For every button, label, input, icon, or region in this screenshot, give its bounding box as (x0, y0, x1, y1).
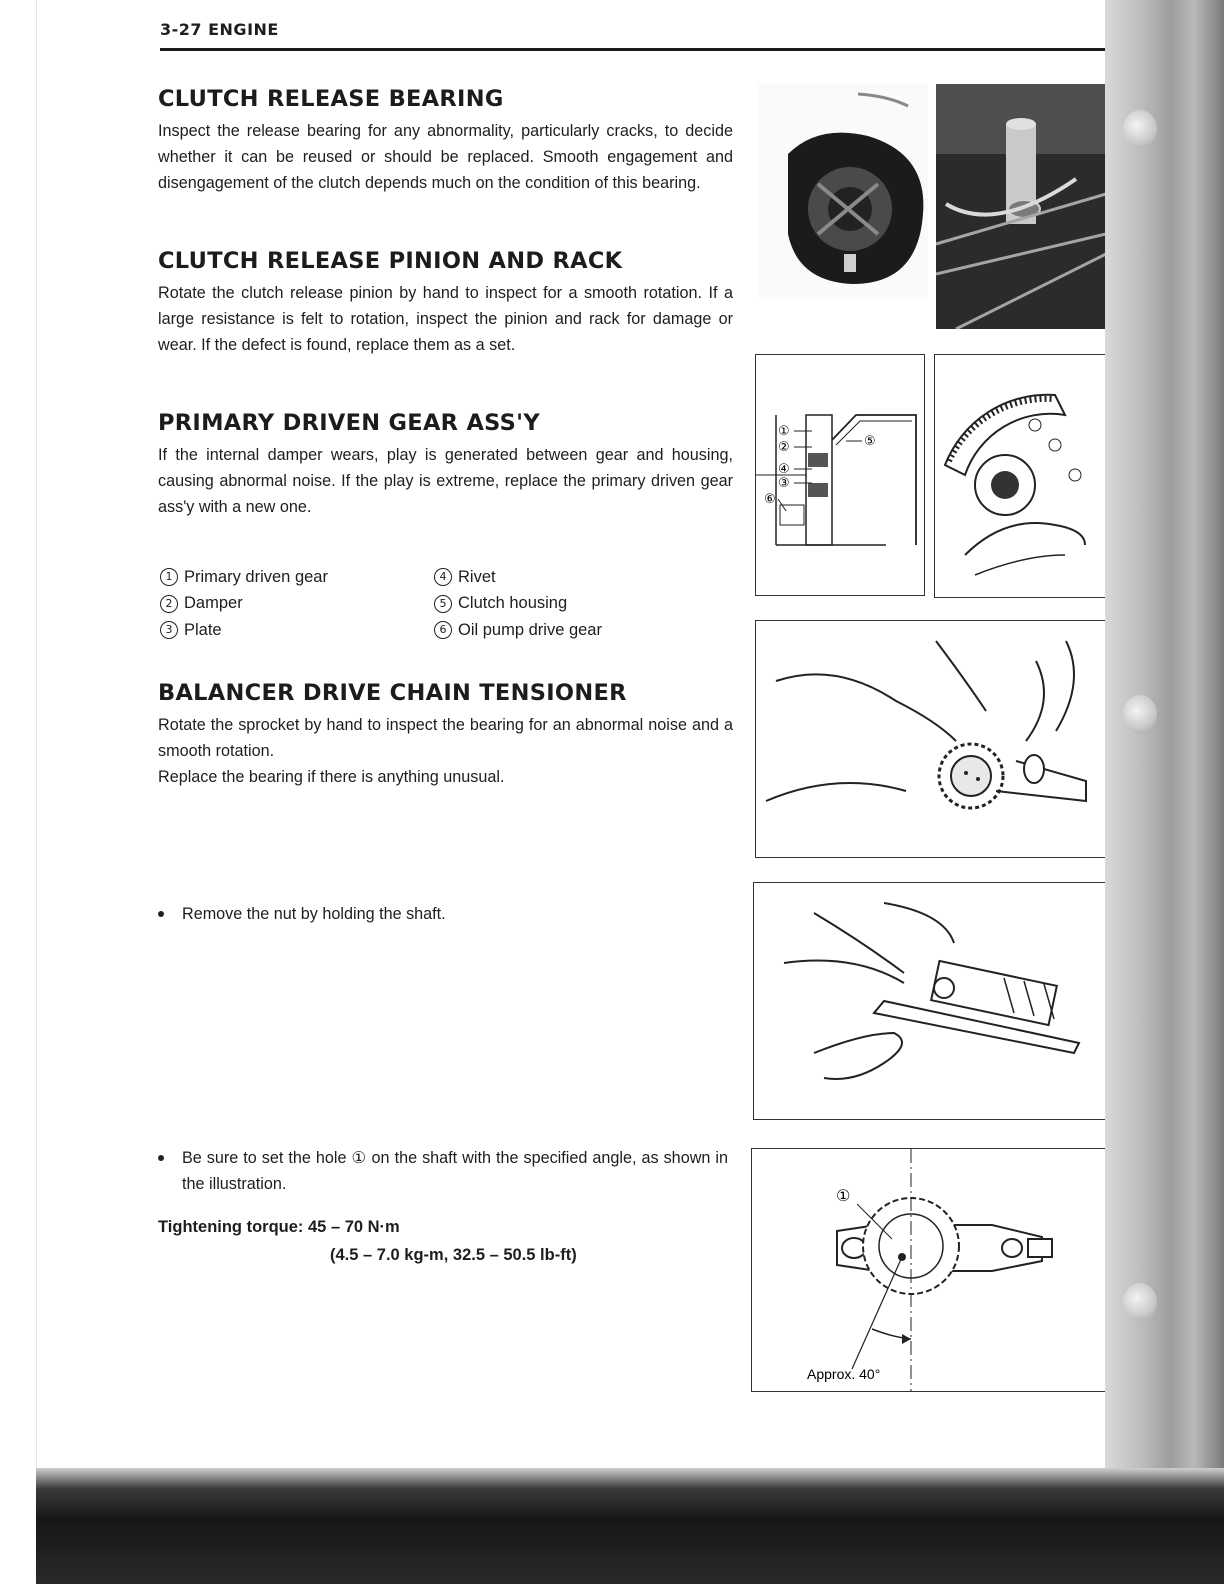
callout-number: 3 (160, 621, 178, 639)
section-body-line: Replace the bearing if there is anything unusual. (158, 768, 505, 786)
instruction-bullet (158, 901, 728, 927)
gear-section-diagram (755, 354, 925, 596)
callout-number: 2 (160, 595, 178, 613)
callout-3: ③ (778, 476, 790, 491)
section-tensioner (158, 680, 733, 790)
bullet-text: Remove the nut by holding the shaft. (182, 905, 446, 923)
legend-item (434, 617, 704, 644)
instruction-bullet (158, 1145, 728, 1197)
section-title: BALANCER DRIVE CHAIN TENSIONER (158, 680, 627, 706)
legend-item (434, 591, 704, 618)
legend-item (160, 564, 430, 591)
torque-conversion: (4.5 – 7.0 kg-m, 32.5 – 50.5 lb-ft) (330, 1246, 577, 1264)
hole-angle-diagram (751, 1148, 1107, 1392)
callout-2: ② (778, 440, 790, 455)
sprocket-inspection-illustration (755, 620, 1107, 858)
legend-item (434, 564, 704, 591)
binder-hole (1123, 695, 1157, 733)
torque-value: Tightening torque: 45 – 70 N·m (158, 1218, 400, 1236)
page-header (160, 20, 1110, 51)
legend-item (160, 617, 430, 644)
callout-number: 4 (434, 568, 452, 586)
bullet-text: Be sure to set the hole ① on the shaft with the specified angle, as shown in the illustration. (182, 1149, 728, 1193)
legend-label: Damper (184, 594, 243, 613)
section-body: Rotate the clutch release pinion by hand to inspect for a smooth rotation. If a large resistance is felt to rotation, inspect the pinion and rack for damage or wear. If the defect is found, replace them as a set. (158, 284, 733, 354)
section-title: CLUTCH RELEASE PINION AND RACK (158, 248, 623, 274)
scan-shadow-band (36, 1468, 1224, 1584)
callout-number: 5 (434, 595, 452, 613)
legend-label: Primary driven gear (184, 567, 328, 586)
legend-label: Oil pump drive gear (458, 620, 602, 639)
release-bearing-photo (758, 84, 928, 299)
legend-label: Clutch housing (458, 594, 568, 613)
section-pinion-rack (158, 248, 733, 358)
section-release-bearing (158, 86, 733, 196)
legend-label: Rivet (458, 567, 496, 586)
bullet-dot (158, 911, 164, 917)
tightening-torque (158, 1213, 577, 1269)
driven-gear-illustration (934, 354, 1108, 598)
binder-spine (1105, 0, 1224, 1584)
hole-callout: ① (836, 1186, 851, 1205)
section-title: PRIMARY DRIVEN GEAR ASS'Y (158, 410, 540, 436)
legend-label: Plate (184, 620, 222, 639)
page-header-title: 3-27 ENGINE (160, 20, 279, 39)
binder-hole (1123, 1283, 1157, 1321)
scan-margin (0, 0, 37, 1584)
callout-number: 6 (434, 621, 452, 639)
legend-item (160, 591, 430, 618)
binder-hole (1123, 110, 1157, 148)
callout-1: ① (778, 424, 790, 439)
nut-removal-illustration (753, 882, 1107, 1120)
bullet-dot (158, 1155, 164, 1161)
section-body: Inspect the release bearing for any abnormality, particularly cracks, to decide whether it can be reused or should be replaced. Smooth engagement and disengagement of the clutch depends much on the condition of this bearing. (158, 122, 733, 192)
callout-5: ⑤ (864, 434, 876, 449)
section-body-line: Rotate the sprocket by hand to inspect the bearing for an abnormal noise and a smooth rotation. (158, 716, 733, 760)
angle-label: Approx. 40° (807, 1366, 881, 1382)
section-driven-gear (158, 410, 733, 520)
callout-6: ⑥ (764, 492, 776, 507)
callout-number: 1 (160, 568, 178, 586)
callout-4: ④ (778, 462, 790, 477)
section-body: If the internal damper wears, play is generated between gear and housing, causing abnormal noise. If the play is extreme, replace the primary driven gear ass'y with a new one. (158, 446, 733, 516)
section-title: CLUTCH RELEASE BEARING (158, 86, 504, 112)
pinion-rack-photo (936, 84, 1106, 329)
